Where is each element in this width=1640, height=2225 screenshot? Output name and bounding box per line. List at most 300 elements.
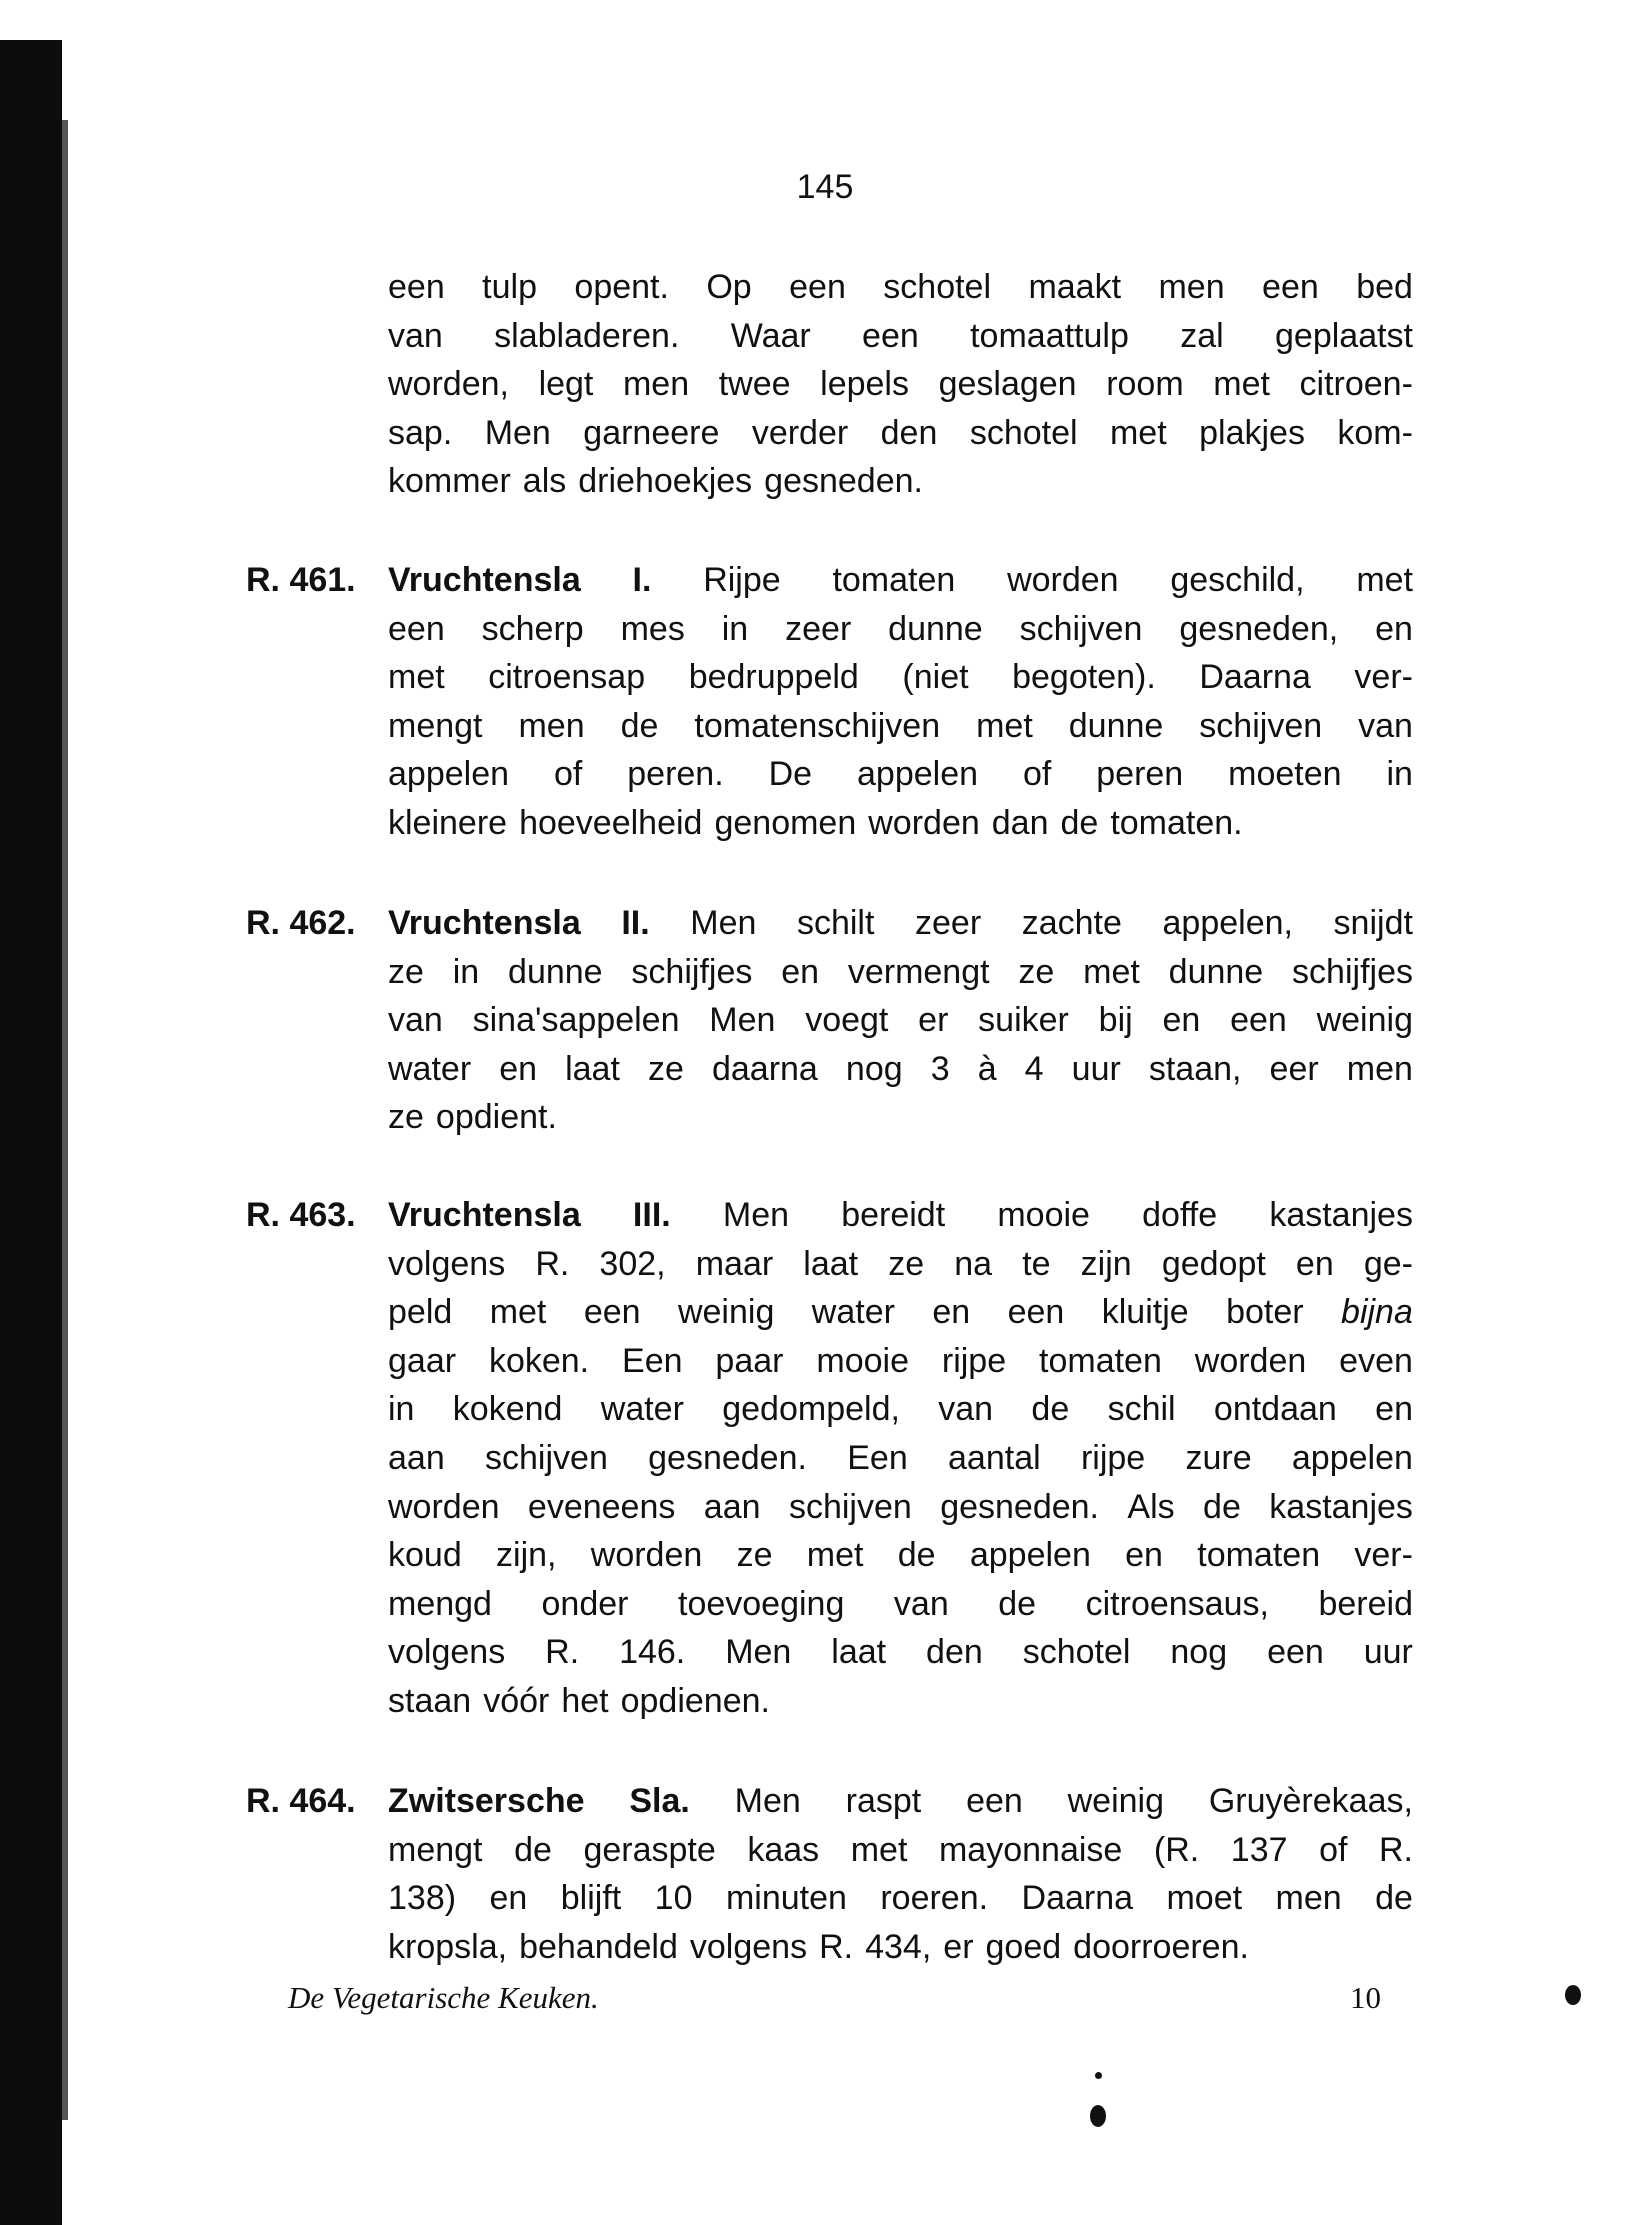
word: aan	[388, 1438, 445, 1477]
word: boter	[1226, 1293, 1304, 1332]
word: ze	[647, 1049, 684, 1088]
word: bij	[1098, 1001, 1133, 1040]
recipe-title-word: III.	[632, 1196, 671, 1234]
word: kastanjes	[1269, 1196, 1413, 1234]
word: met	[1213, 365, 1270, 404]
word: bereid	[1318, 1584, 1413, 1623]
word: en	[1375, 609, 1413, 648]
word: zijn	[1080, 1244, 1132, 1283]
ink-speck	[1565, 1985, 1581, 2005]
word: Rijpe	[703, 561, 781, 599]
word: sina'sappelen	[472, 1001, 680, 1040]
word: dunne	[1168, 952, 1264, 991]
word: kluitje	[1101, 1293, 1189, 1332]
word: met	[388, 658, 445, 697]
word: met	[806, 1536, 864, 1575]
text-line	[388, 750, 1413, 799]
word: Men	[484, 413, 551, 452]
word: Men	[734, 1782, 801, 1820]
recipe-title-word: Vruchtensla	[388, 904, 581, 942]
word: bedruppeld	[688, 658, 859, 697]
word: Daarna	[1199, 658, 1311, 697]
word: laat	[565, 1049, 620, 1088]
word: de	[1375, 1879, 1413, 1918]
word: na	[954, 1244, 993, 1283]
word: raspt	[845, 1782, 922, 1820]
word: rijpe	[1080, 1438, 1146, 1477]
word: water	[388, 1049, 472, 1088]
word: en	[1125, 1536, 1163, 1575]
word: opdient.	[435, 1098, 557, 1137]
word: worden,	[388, 365, 509, 404]
word: 434,	[865, 1927, 932, 1966]
word: gedopt	[1161, 1244, 1266, 1283]
word: in	[388, 1390, 415, 1429]
word: Waar	[730, 316, 811, 355]
word: doorroeren.	[1073, 1927, 1249, 1966]
word: met	[850, 1830, 908, 1869]
word: bereidt	[841, 1196, 946, 1234]
word: een	[862, 316, 919, 355]
word: kokend	[452, 1390, 563, 1429]
word: de	[1060, 803, 1099, 842]
word: van	[938, 1390, 994, 1429]
word: kommer	[388, 462, 511, 501]
word: en	[489, 1879, 528, 1918]
recipe-title-word: Sla.	[629, 1782, 690, 1820]
word: doffe	[1142, 1196, 1218, 1234]
word: schijfjes	[1292, 952, 1413, 991]
text-line	[388, 1191, 1413, 1240]
word: een	[583, 1293, 641, 1332]
word: dunne	[508, 952, 603, 991]
word: in	[1386, 755, 1413, 794]
word: men	[622, 365, 690, 404]
word: opdienen.	[620, 1681, 770, 1720]
text-line	[388, 1240, 1413, 1289]
word: Gruyèrekaas,	[1208, 1782, 1413, 1820]
word: een	[388, 609, 445, 648]
word: de	[998, 1584, 1037, 1623]
word: 3	[930, 1049, 950, 1088]
word: R.	[819, 1927, 854, 1966]
word: en	[932, 1293, 971, 1332]
word: Op	[706, 268, 752, 306]
word: minuten	[725, 1879, 847, 1918]
word: mayonnaise	[938, 1830, 1123, 1869]
word: verder	[751, 413, 849, 452]
word: van	[893, 1584, 949, 1623]
word: en	[1295, 1244, 1334, 1283]
word: Daarna	[1021, 1879, 1134, 1918]
word: gesneden,	[1179, 609, 1339, 648]
text-line	[388, 799, 1413, 848]
word: voegt	[805, 1001, 889, 1040]
word: ge-	[1363, 1244, 1413, 1283]
word: eer	[1269, 1049, 1319, 1088]
word: zure	[1185, 1438, 1252, 1477]
recipe-title-word: I.	[632, 561, 652, 599]
word: Als	[1127, 1487, 1175, 1526]
word: een	[966, 1782, 1023, 1820]
recipe-paragraph	[388, 899, 1413, 1142]
word: mengt	[388, 1830, 483, 1869]
word: R.	[535, 1244, 570, 1283]
word: de	[1031, 1390, 1070, 1429]
scan-binding-edge	[0, 40, 62, 2225]
word: 10	[654, 1879, 693, 1918]
word: opent.	[574, 268, 669, 306]
word: onder	[541, 1584, 629, 1623]
word: met	[1083, 952, 1140, 991]
word: koken.	[488, 1341, 590, 1380]
word: gedompeld,	[722, 1390, 900, 1429]
word: 137	[1230, 1830, 1288, 1869]
word: zeer	[915, 904, 982, 942]
word: vóór	[483, 1681, 550, 1720]
word: met	[976, 706, 1033, 745]
word: den	[880, 413, 938, 452]
word: Een	[847, 1438, 908, 1477]
word: volgens	[388, 1244, 506, 1283]
word: als	[522, 462, 567, 501]
word: weinig	[677, 1293, 775, 1332]
word: de	[514, 1830, 552, 1869]
word: à	[977, 1049, 997, 1088]
word: een	[789, 268, 846, 306]
word: 4	[1024, 1049, 1044, 1088]
word: Men	[690, 904, 757, 942]
word: of	[1022, 755, 1052, 794]
word: met	[489, 1293, 547, 1332]
text-line	[388, 556, 1413, 605]
word: peren.	[627, 755, 724, 794]
word: Men	[709, 1001, 776, 1040]
word: garneere	[583, 413, 720, 452]
word: Een	[622, 1341, 683, 1380]
word: van	[388, 1001, 443, 1040]
word: ze	[388, 1098, 424, 1137]
text-line	[388, 899, 1413, 948]
word: snijdt	[1333, 904, 1413, 942]
word: (R.	[1153, 1830, 1200, 1869]
recipe-number: R. 462.	[246, 904, 356, 942]
word: eveneens	[527, 1487, 676, 1526]
word: weinig	[1067, 1782, 1165, 1820]
word: koud	[388, 1536, 462, 1575]
recipe-title-word: Zwitsersche	[388, 1782, 585, 1820]
word: kaas	[747, 1830, 820, 1869]
recipe-number: R. 461.	[246, 561, 356, 599]
text-line	[388, 457, 1413, 506]
word: dunne	[1068, 706, 1164, 745]
word: en	[499, 1049, 538, 1088]
text-line	[388, 702, 1413, 751]
word: nog	[1170, 1633, 1228, 1672]
word: het	[561, 1681, 609, 1720]
word: zijn,	[496, 1536, 557, 1575]
word: tomaten.	[1110, 803, 1243, 842]
recipe-number: R. 463.	[246, 1196, 356, 1234]
word: (niet	[902, 658, 969, 697]
word: schijven	[1019, 609, 1143, 648]
word: aantal	[948, 1438, 1041, 1477]
word: bijna	[1341, 1293, 1413, 1332]
word: tomatenschijven	[694, 706, 941, 745]
text-line	[388, 1826, 1413, 1875]
word: dan	[991, 803, 1049, 842]
word: in	[721, 609, 749, 648]
recipe-number: R. 464.	[246, 1782, 356, 1820]
text-line	[388, 653, 1413, 702]
word: mooie	[997, 1196, 1090, 1234]
word: volgens	[388, 1633, 506, 1672]
word: schijfjes	[631, 952, 753, 991]
word: appelen	[388, 755, 510, 794]
word: room	[1106, 365, 1184, 404]
word: geschild,	[1170, 561, 1305, 599]
recipe-paragraph	[388, 1777, 1413, 1971]
word: R.	[545, 1633, 580, 1672]
word: lepels	[820, 365, 909, 404]
recipe-paragraph	[388, 1191, 1413, 1726]
word: tomaten	[1197, 1536, 1321, 1575]
word: zeer	[785, 609, 852, 648]
text-line	[388, 1677, 1413, 1726]
word: peren	[1096, 755, 1184, 794]
word: Men	[722, 1196, 790, 1234]
text-line	[388, 948, 1413, 997]
word: twee	[718, 365, 791, 404]
word: schijven	[485, 1438, 608, 1477]
text-line	[388, 1337, 1413, 1386]
word: kastanjes	[1269, 1487, 1413, 1526]
word: een	[388, 268, 445, 306]
word: tulp	[482, 268, 537, 306]
word: bed	[1356, 268, 1413, 306]
text-line	[388, 263, 1413, 312]
text-line	[388, 1777, 1413, 1826]
word: vermengt	[847, 952, 990, 991]
recipe-title-word: Vruchtensla	[388, 561, 581, 599]
word: gesneden.	[648, 1438, 807, 1477]
word: met	[1356, 561, 1413, 599]
word: worden	[388, 1487, 500, 1526]
text-line	[388, 1483, 1413, 1532]
text-line	[388, 1385, 1413, 1434]
word: zachte	[1021, 904, 1122, 942]
ink-speck	[1090, 2105, 1106, 2127]
word: ze	[736, 1536, 773, 1575]
word: en	[781, 952, 820, 991]
word: suiker	[978, 1001, 1069, 1040]
word: rijpe	[941, 1341, 1007, 1380]
word: citroensap	[488, 658, 646, 697]
word: paar	[715, 1341, 784, 1380]
word: er	[918, 1001, 949, 1040]
word: laat	[831, 1633, 887, 1672]
word: te	[1022, 1244, 1051, 1283]
word: sap.	[388, 413, 453, 452]
text-line	[388, 1628, 1413, 1677]
word: van	[388, 316, 443, 355]
word: Men	[725, 1633, 792, 1672]
word: kleinere	[388, 803, 508, 842]
word: ze	[1018, 952, 1055, 991]
word: worden	[868, 803, 980, 842]
word: slabladeren.	[494, 316, 680, 355]
word: gesneden.	[940, 1487, 1099, 1526]
word: mengt	[388, 706, 483, 745]
word: scherp	[481, 609, 584, 648]
word: een	[1007, 1293, 1065, 1332]
word: 146.	[619, 1633, 686, 1672]
word: appelen,	[1162, 904, 1293, 942]
word: weinig	[1316, 1001, 1413, 1040]
word: men	[518, 706, 585, 745]
recipe-paragraph	[388, 556, 1413, 848]
word: mengd	[388, 1584, 492, 1623]
word: tomaten	[1039, 1341, 1162, 1380]
word: R.	[1379, 1830, 1413, 1869]
word: volgens	[689, 1927, 808, 1966]
word: mes	[620, 609, 685, 648]
word: ver-	[1354, 658, 1413, 697]
word: moet	[1166, 1879, 1243, 1918]
text-line	[388, 312, 1413, 361]
recipe-title-word: Vruchtensla	[388, 1196, 581, 1234]
text-line	[388, 360, 1413, 409]
word: een	[1262, 268, 1319, 306]
word: schijven	[1199, 706, 1323, 745]
word: behandeld	[519, 1927, 678, 1966]
word: schotel	[1022, 1633, 1131, 1672]
word: de	[897, 1536, 936, 1575]
word: en	[1162, 1001, 1201, 1040]
word: gaar	[388, 1341, 457, 1380]
word: maar	[695, 1244, 774, 1283]
word: ver-	[1354, 1536, 1413, 1575]
word: ze	[388, 952, 424, 991]
word: de	[1203, 1487, 1241, 1526]
word: plakjes	[1199, 413, 1305, 452]
word: maakt	[1028, 268, 1122, 306]
word: zal	[1180, 316, 1224, 355]
word: schil	[1107, 1390, 1176, 1429]
word: schotel	[969, 413, 1078, 452]
word: appelen	[1291, 1438, 1413, 1477]
text-line	[388, 605, 1413, 654]
word: kom-	[1337, 413, 1413, 452]
word: citroensaus,	[1085, 1584, 1269, 1623]
word: aan	[703, 1487, 761, 1526]
text-line	[388, 409, 1413, 458]
word: een	[1230, 1001, 1287, 1040]
ink-speck	[1095, 2072, 1102, 2079]
word: er	[943, 1927, 974, 1966]
text-line	[388, 1045, 1413, 1094]
text-line	[388, 1874, 1413, 1923]
word: moeten	[1228, 755, 1342, 794]
word: laat	[803, 1244, 859, 1283]
word: hoeveelheid	[519, 803, 703, 842]
word: schilt	[796, 904, 875, 942]
text-line	[388, 1434, 1413, 1483]
word: geplaatst	[1275, 316, 1413, 355]
word: citroen-	[1299, 365, 1413, 404]
word: De	[768, 755, 813, 794]
word: ontdaan	[1213, 1390, 1337, 1429]
word: tomaattulp	[970, 316, 1129, 355]
word: worden	[1194, 1341, 1307, 1380]
word: men	[1346, 1049, 1413, 1088]
word: roeren.	[880, 1879, 989, 1918]
text-line	[388, 1093, 1413, 1142]
word: ze	[888, 1244, 925, 1283]
word: men	[1275, 1879, 1342, 1918]
word: appelen	[857, 755, 979, 794]
recipe-title-word: II.	[621, 904, 650, 942]
word: uur	[1363, 1633, 1413, 1672]
word: in	[452, 952, 480, 991]
word: peld	[388, 1293, 453, 1332]
word: uur	[1071, 1049, 1121, 1088]
word: en	[1375, 1390, 1413, 1429]
intro-paragraph	[388, 263, 1413, 506]
word: blijft	[560, 1879, 622, 1918]
word: de	[620, 706, 659, 745]
word: staan,	[1148, 1049, 1242, 1088]
word: 138)	[388, 1879, 457, 1918]
word: mooie	[816, 1341, 909, 1380]
scan-binding-shadow	[62, 120, 68, 2120]
word: begoten).	[1012, 658, 1156, 697]
word: legt	[538, 365, 594, 404]
word: worden	[590, 1536, 703, 1575]
word: of	[553, 755, 583, 794]
word: een	[1267, 1633, 1324, 1672]
word: van	[1358, 706, 1413, 745]
word: men	[1158, 268, 1225, 306]
word: 302,	[599, 1244, 666, 1283]
text-line	[388, 1923, 1413, 1972]
word: schotel	[883, 268, 992, 306]
word: genomen	[714, 803, 857, 842]
word: even	[1339, 1341, 1413, 1380]
word: geslagen	[938, 365, 1077, 404]
footer-signature-number: 10	[1350, 1980, 1381, 2015]
text-line	[388, 1580, 1413, 1629]
text-line	[388, 1531, 1413, 1580]
word: tomaten	[832, 561, 956, 599]
word: staan	[388, 1681, 472, 1720]
word: appelen	[969, 1536, 1091, 1575]
word: nog	[845, 1049, 903, 1088]
word: kropsla,	[388, 1927, 508, 1966]
word: toevoeging	[678, 1584, 845, 1623]
page-number: 145	[796, 168, 854, 206]
text-line	[388, 1288, 1413, 1337]
word: of	[1319, 1830, 1348, 1869]
text-line	[388, 996, 1413, 1045]
word: geraspte	[583, 1830, 716, 1869]
footer-book-title: De Vegetarische Keuken.	[288, 1980, 599, 2015]
word: daarna	[711, 1049, 818, 1088]
word: goed	[985, 1927, 1062, 1966]
word: water	[811, 1293, 895, 1332]
word: gesneden.	[764, 462, 923, 501]
word: den	[926, 1633, 983, 1672]
